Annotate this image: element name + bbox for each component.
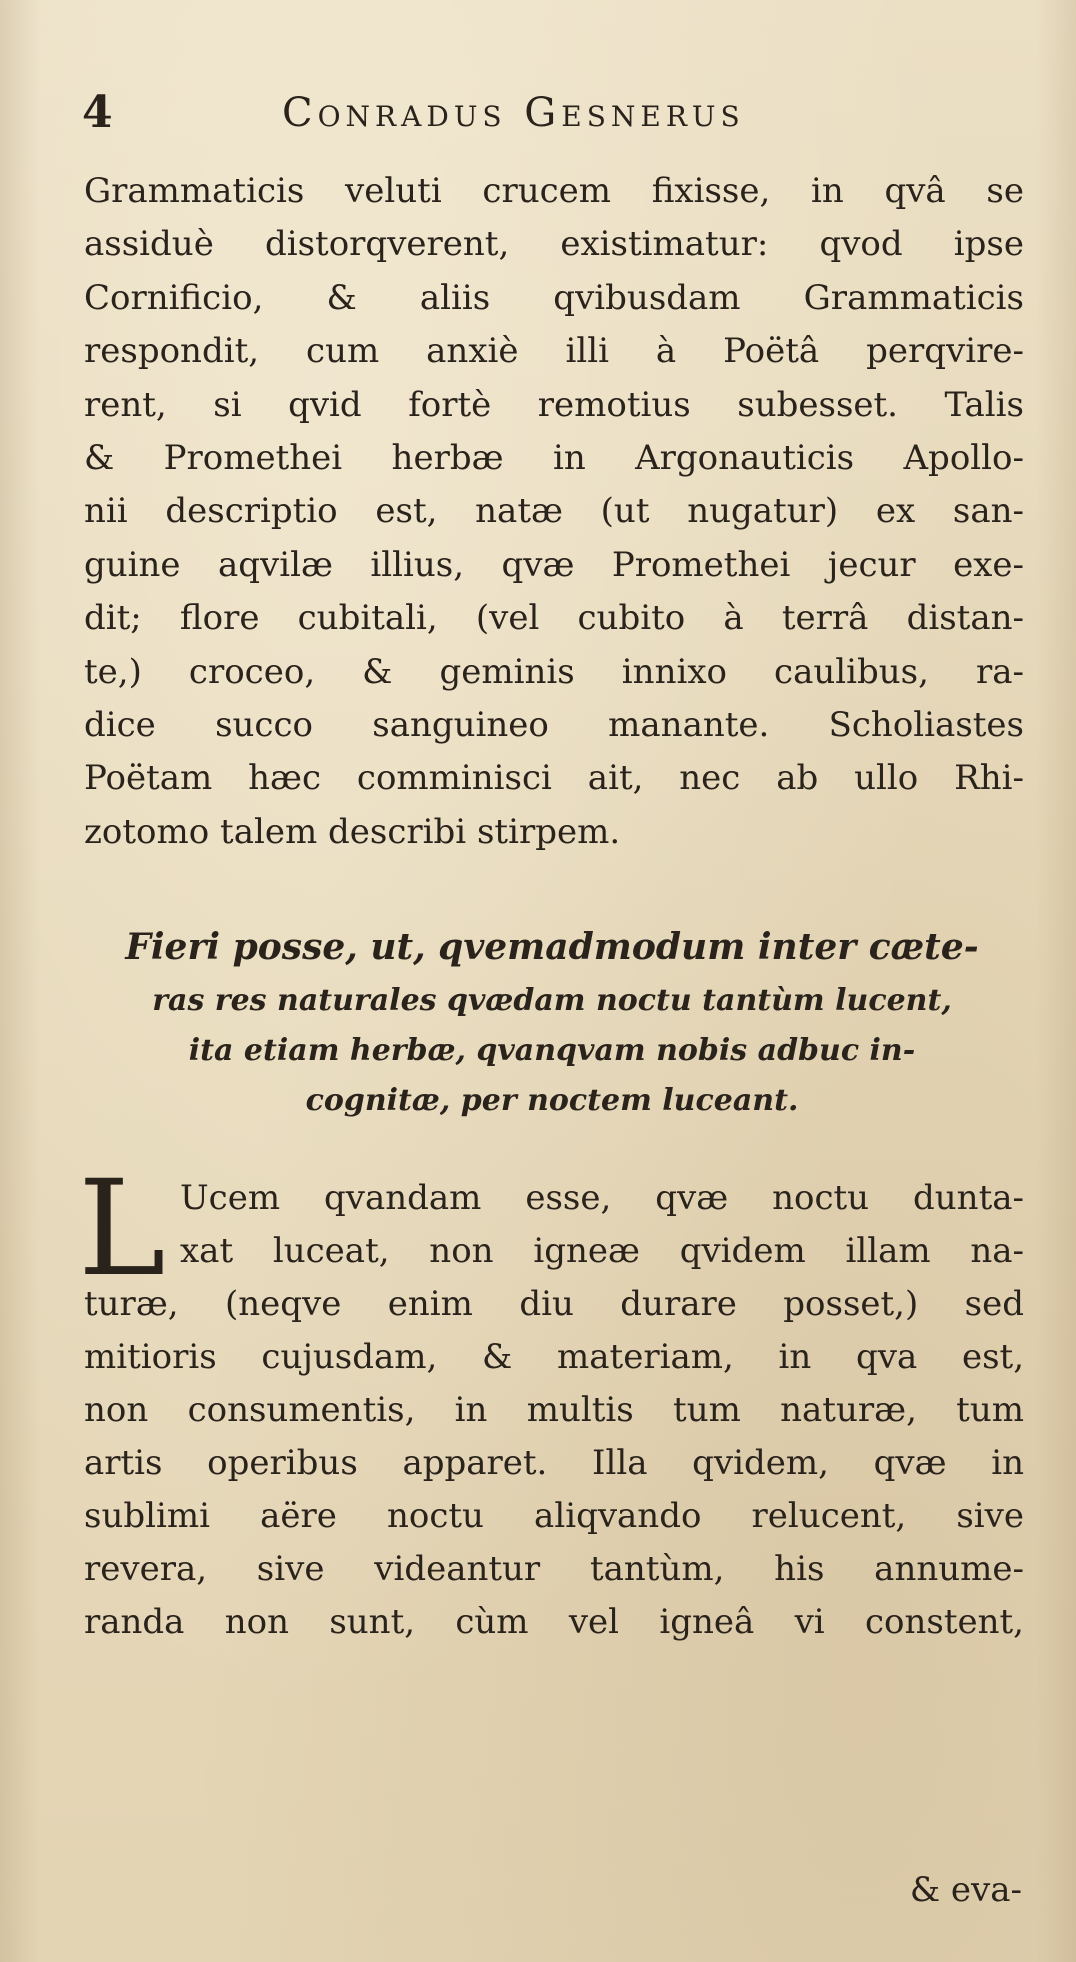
text-line: zotomo talem describi stirpem. xyxy=(84,811,621,852)
text-line: rent, si qvid fortè remotius subesset. Talis xyxy=(84,384,1024,425)
drop-cap: L xyxy=(78,1152,166,1306)
left-edge-shadow xyxy=(0,0,40,1962)
text-line: dit; flore cubitali, (vel cubito à terrâ distan- xyxy=(84,598,1024,639)
text-line: turæ, (neqve enim diu durare posset,) sed xyxy=(84,1284,1024,1324)
text-line: assiduè distorqverent, existimatur: qvod ipse xyxy=(84,224,1024,265)
page-number: 4 xyxy=(82,87,113,138)
text-line: randa non sunt, cùm vel igneâ vi constent, xyxy=(84,1602,1024,1642)
text-line: artis operibus apparet. Illa qvidem, qvæ in xyxy=(84,1443,1024,1483)
catchword: & eva- xyxy=(909,1870,1022,1910)
text-line: te,) croceo, & geminis innixo caulibus, ra- xyxy=(84,651,1024,692)
text-line: xat luceat, non igneæ qvidem illam na- xyxy=(180,1231,1024,1271)
right-edge-shadow xyxy=(1036,0,1076,1962)
running-head: Conradus Gesnerus xyxy=(282,90,745,136)
heading-line: ras res naturales qvædam noctu tantùm lucent, xyxy=(152,983,952,1018)
text-line: respondit, cum anxiè illi à Poëtâ perqvire- xyxy=(84,331,1024,372)
section-heading xyxy=(92,918,1012,1126)
text-line: Ucem qvandam esse, qvæ noctu dunta- xyxy=(180,1178,1024,1218)
text-line: & Promethei herbæ in Argonauticis Apollo- xyxy=(84,437,1024,478)
heading-line: Fieri posse, ut, qvemadmodum inter cæte- xyxy=(125,926,979,968)
text-line: non consumentis, in multis tum naturæ, tum xyxy=(84,1390,1024,1430)
heading-line: ita etiam herbæ, qvanqvam nobis adbuc in- xyxy=(188,1033,916,1068)
text-line: Cornificio, & aliis qvibusdam Grammaticis xyxy=(84,277,1024,318)
text-line: revera, sive videantur tantùm, his annume- xyxy=(84,1549,1024,1589)
text-line: guine aqvilæ illius, qvæ Promethei jecur exe- xyxy=(84,544,1024,585)
heading-line: cognitæ, per noctem luceant. xyxy=(305,1083,799,1118)
text-line: dice succo sanguineo manante. Scholiastes xyxy=(84,704,1024,745)
text-line: sublimi aëre noctu aliqvando relucent, sive xyxy=(84,1496,1024,1536)
paragraph-1 xyxy=(84,165,1024,859)
paragraph-2 xyxy=(78,1152,1024,1649)
text-line: Poëtam hæc comminisci ait, nec ab ullo Rhi- xyxy=(84,758,1024,799)
text-line: Grammaticis veluti crucem fixisse, in qvâ se xyxy=(84,171,1024,211)
text-line: mitioris cujusdam, & materiam, in qva est, xyxy=(84,1337,1024,1377)
text-line: nii descriptio est, natæ (ut nugatur) ex san- xyxy=(84,491,1024,532)
page-header xyxy=(82,88,1012,138)
